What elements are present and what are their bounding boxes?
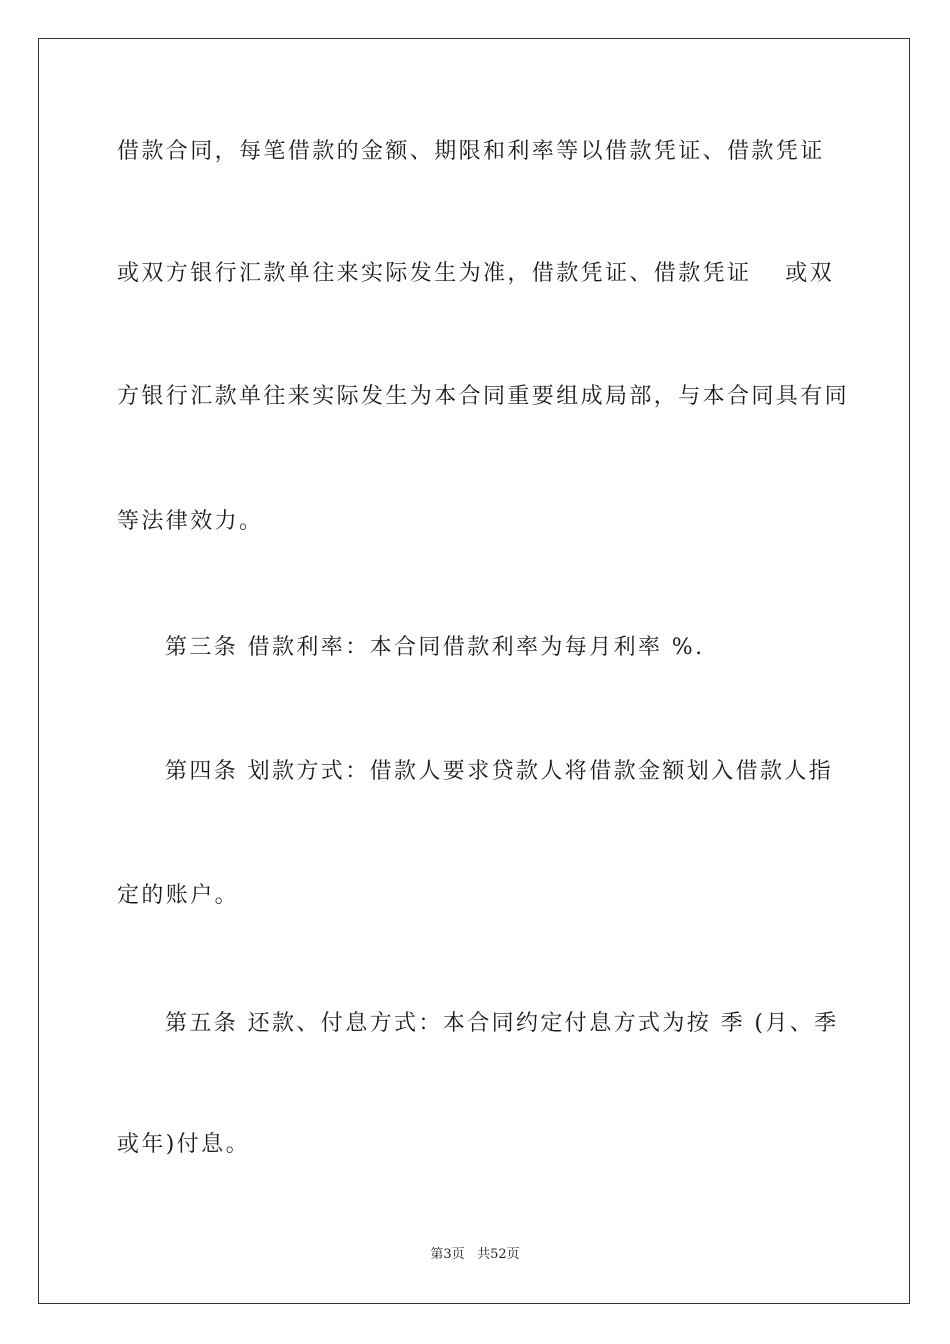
page-total: 共52页 [477,1247,520,1262]
page-border [38,38,910,1304]
article-4-line-1: 第四条 划款方式：借款人要求贷款人将借款金额划入借款人指 [165,759,834,784]
body-line-3: 方银行汇款单往来实际发生为本合同重要组成局部，与本合同具有同 [117,384,850,409]
page-footer [0,1246,950,1264]
article-4-line-2: 定的账户。 [117,883,240,908]
body-line-4: 等法律效力。 [117,509,264,534]
article-5-line-1: 第五条 还款、付息方式：本合同约定付息方式为按 季 (月、季 [165,1011,839,1036]
body-line-2: 或双方银行汇款单往来实际发生为准，借款凭证、借款凭证 或双 [117,261,834,286]
article-3-line: 第三条 借款利率：本合同借款利率为每月利率 %. [165,635,705,660]
body-line-1: 借款合同，每笔借款的金额、期限和利率等以借款凭证、借款凭证 [117,139,825,164]
article-5-line-2: 或年)付息。 [117,1132,250,1157]
page-number: 第3页 [430,1247,465,1262]
